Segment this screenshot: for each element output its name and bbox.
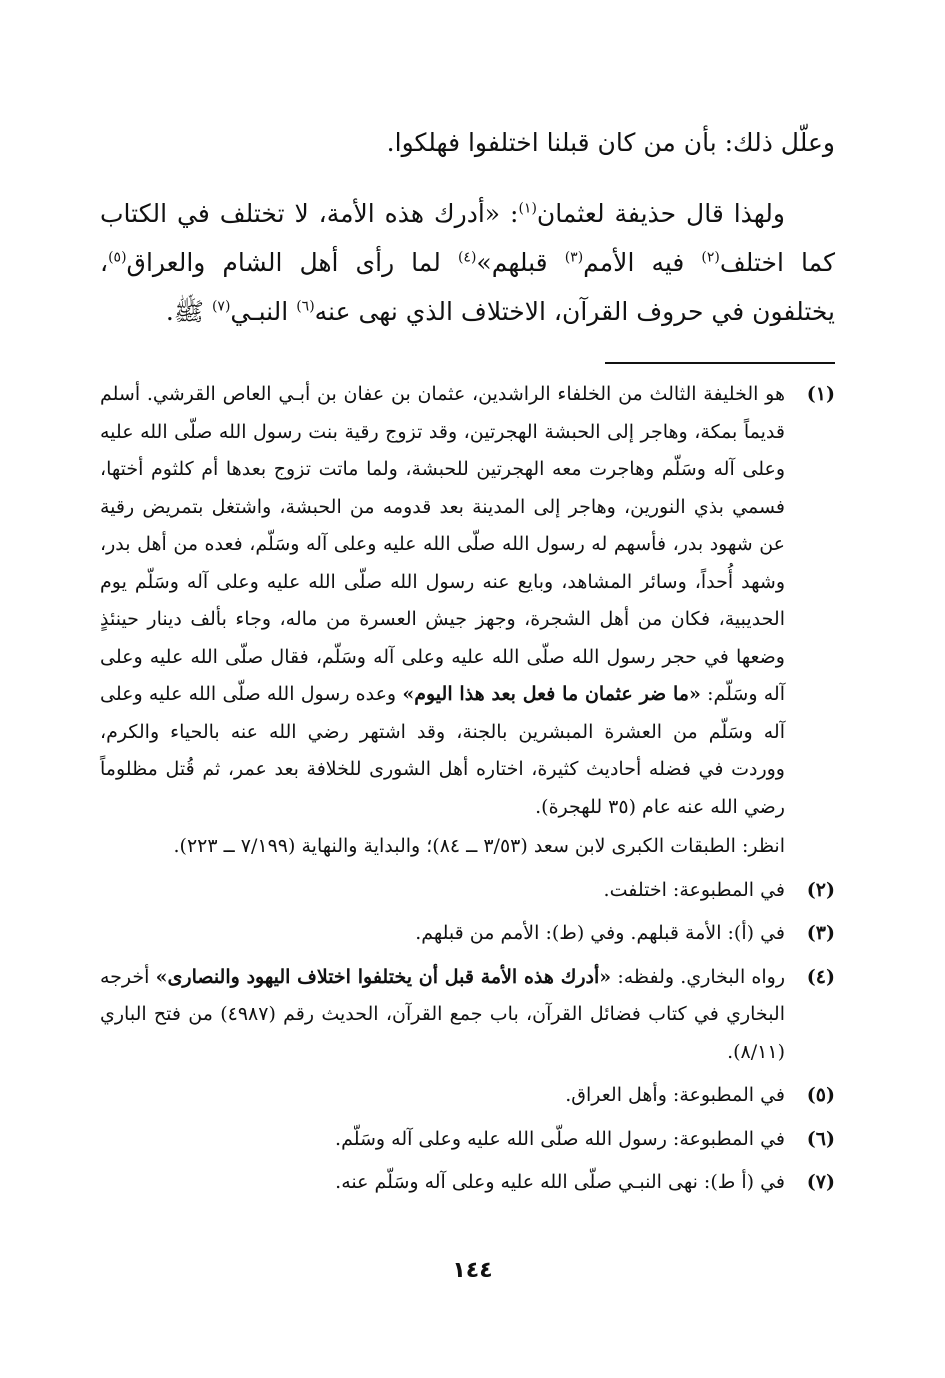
main-opening-line: وعلّل ذلك: بأن من كان قبلنا اختلفوا فهلكوا. [386, 128, 835, 157]
main-text: : «أدرك هذه الأمة، لا تختلف في الكتاب كما اختلف [100, 199, 835, 277]
main-text: ﷺ. [165, 297, 212, 326]
footnote-number: (١) [806, 383, 835, 405]
main-text: النبـي [230, 297, 297, 326]
page-number: ١٤٤ [452, 1258, 493, 1283]
footnote-body [100, 376, 785, 866]
footnote-6 [100, 1121, 835, 1159]
footnote-ref[interactable]: (٣) [564, 249, 584, 266]
footnote-number: (٣) [806, 922, 835, 944]
main-text: ، يختلفون في حروف القرآن، الاختلاف الذي نهى عنه [100, 248, 835, 326]
footnote-text-part: أخرجه البخاري في كتاب فضائل القرآن، باب جمع القرآن، الحديث رقم (٤٩٨٧) من فتح الباري (٨/١١). [100, 965, 786, 1063]
hadith-quote: «ما ضر عثمان ما فعل بعد هذا اليوم» [402, 683, 701, 705]
footnote-2 [100, 872, 835, 910]
footnote-ref[interactable]: (٢) [701, 249, 720, 266]
footnote-5 [100, 1077, 835, 1115]
main-text: لما رأى أهل الشام والعراق [126, 248, 458, 277]
page-content [100, 118, 835, 1202]
footnote-text-part: هو الخليفة الثالث من الخلفاء الراشدين، عثمان بن عفان بن أبـي العاص القرشي. أسلم قديماً بمكة، وهاجر إلى الحبشة الهجرتين، وقد تزوج رقية بنت رسول الله صلّى الله عليه وعلى آله وسَلّم وهاجرت معه الهجرتين للحبشة، ولما ماتت تزوج بعدها أم كلثوم أختها، فسمي بذي النورين، وهاجر إلى المدينة بعد قدومه من الحبشة، واشتغل بتمريض رقية عن شهود بدر، فأسهم له رسول الله صلّى الله عليه وعلى آله وسَلّم، فعده من أهل بدر، وشهد أُحداً، وسائر المشاهد، وبايع عنه رسول الله صلّى الله عليه وعلى آله وسَلّم يوم الحديبية، فكان من أهل الشجرة، وجهز جيش العسرة من ماله، وجاء بألف دينار حينئذٍ وضعها في حجر رسول الله صلّى الله عليه وعلى آله وسَلّم، فقال صلّى الله عليه وعلى آله وسَلّم: [100, 383, 786, 705]
footnote-number: (٧) [806, 1171, 835, 1193]
footnote-ref[interactable]: (١) [518, 200, 537, 217]
footnote-text: في المطبوعة: وأهل العراق. [565, 1084, 785, 1106]
footnote-text [100, 376, 785, 826]
footnote-list [100, 872, 835, 1202]
footnote-text-part: رواه البخاري. ولفظه: [611, 965, 785, 988]
footnote-body [100, 959, 785, 1072]
footnote-text: في (أ ط): نهى النبـي صلّى الله عليه وعلى آله وسَلّم عنه. [335, 1171, 785, 1193]
footnote-text: في المطبوعة: اختلفت. [603, 878, 785, 901]
main-text: قبلهم» [476, 248, 565, 277]
footnote-number: (٢) [806, 878, 835, 901]
footnote-number: (٥) [806, 1084, 835, 1106]
footnote-number: (٤) [806, 965, 835, 988]
main-paragraph [100, 189, 835, 336]
footnote-separator [605, 362, 835, 364]
main-text: فيه الأمم [583, 248, 702, 277]
footnote-4 [100, 959, 835, 1072]
footnote-ref[interactable]: (٧) [211, 298, 231, 315]
footnote-7 [100, 1164, 835, 1202]
footnote-ref[interactable]: (٥) [108, 249, 127, 266]
footnote-1 [100, 376, 835, 866]
hadith-quote: «أدرك هذه الأمة قبل أن يختلفوا اختلاف اليهود والنصارى» [155, 965, 612, 988]
main-text: ولهذا قال حذيفة لعثمان [536, 199, 785, 228]
footnote-ref[interactable]: (٤) [457, 249, 477, 266]
footnote-text: في المطبوعة: رسول الله صلّى الله عليه وعلى آله وسَلّم. [335, 1127, 785, 1150]
footnote-3 [100, 915, 835, 953]
footnote-source: انظر: الطبقات الكبرى لابن سعد (٣/٥٣ ــ ٨٤)؛ والبداية والنهاية (٧/١٩٩ ــ ٢٢٣). [173, 835, 785, 857]
footnote-text: في (أ): الأمة قبلهم. وفي (ط): الأمم من قبلهم. [415, 922, 785, 944]
footnote-ref[interactable]: (٦) [296, 298, 315, 315]
footnote-number: (٦) [806, 1127, 835, 1150]
footnote-text-part: وعده رسول الله صلّى الله عليه وعلى آله وسَلّم من العشرة المبشرين بالجنة، وقد اشتهر رضي الله عنه بالحياء والكرم، ووردت في فضله أحاديث كثيرة، اختاره أهل الشورى للخلافة بعد عمر، ثم قُتل مظلوماً رضي الله عنه عام (٣٥ للهجرة). [100, 683, 785, 818]
